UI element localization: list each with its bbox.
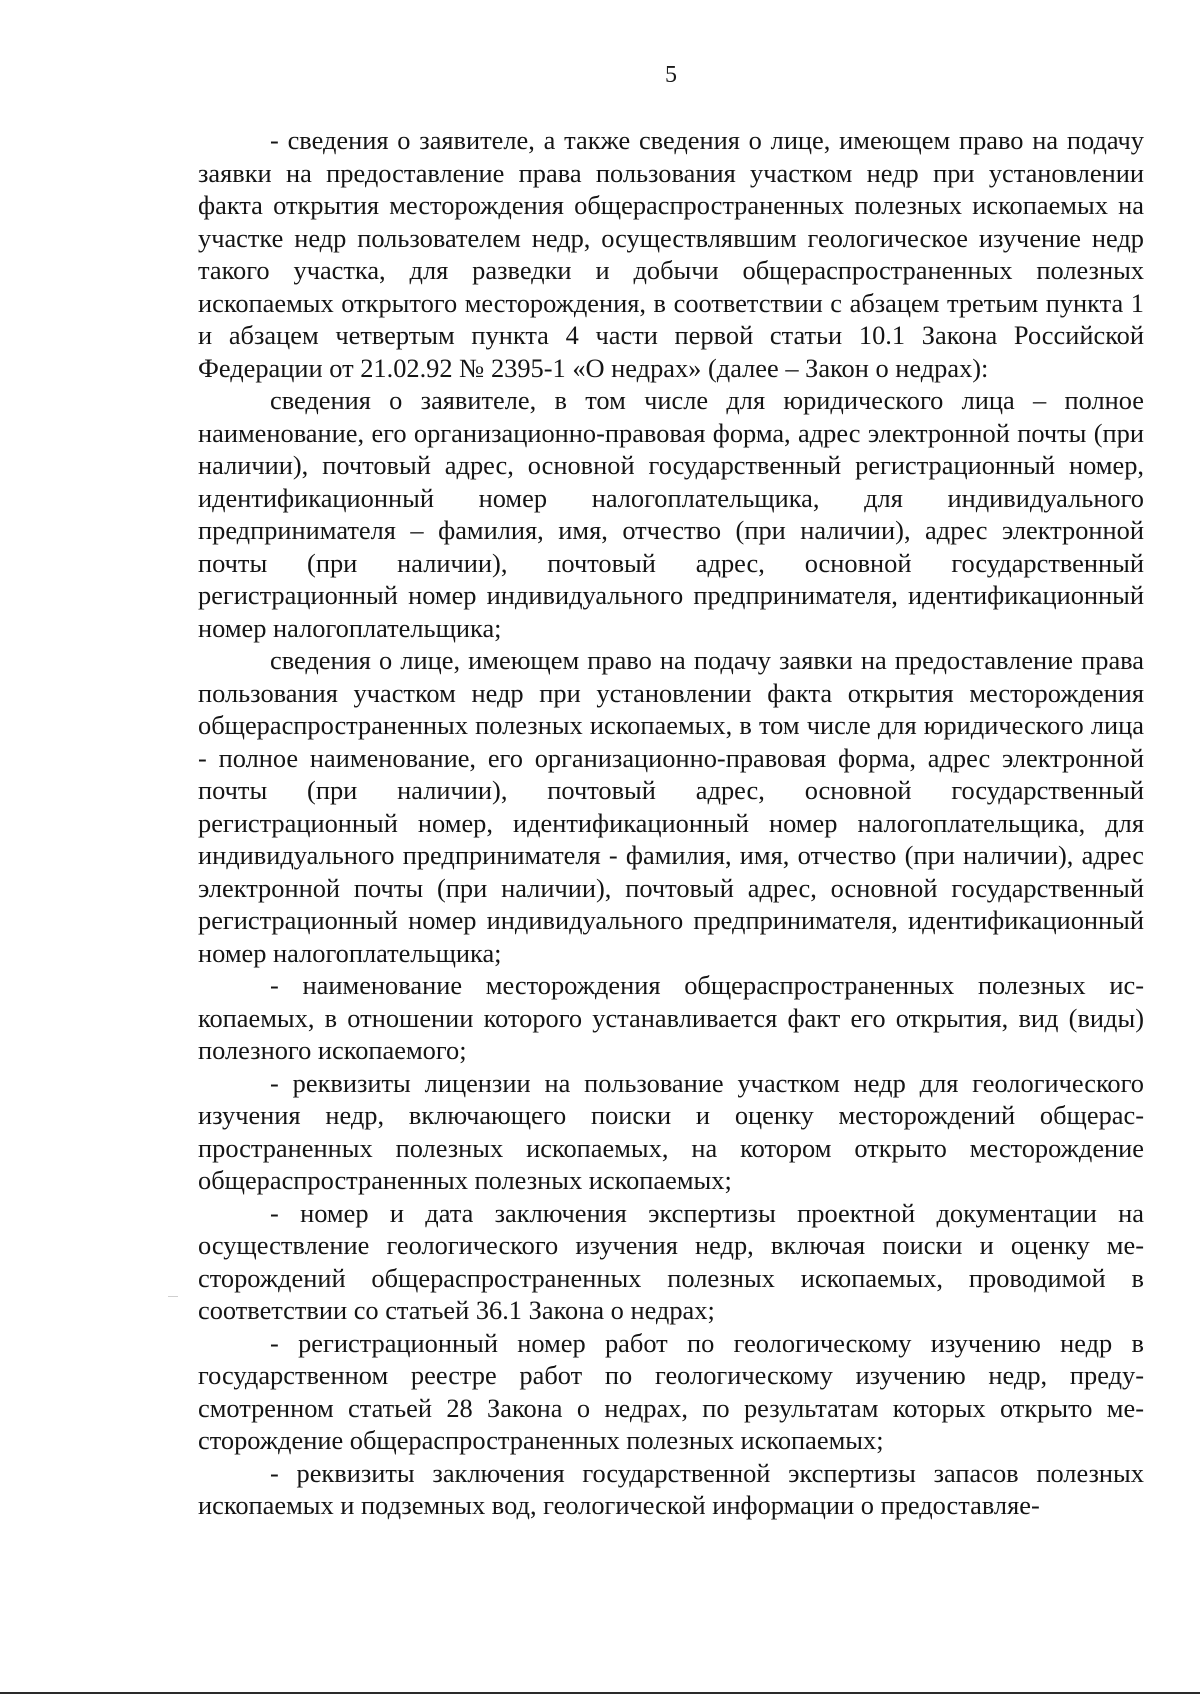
page-bottom-edge [0, 1692, 1200, 1694]
paragraph-entitled-person-details: сведения о лице, имеющем право на подачу заявки на предоставление права пользования участком недр при установлении факта открытия месторождения общераспространенных полезных ископаемых, в том числе для юридического лица - полное наименование, его организационно-правовая форма, адрес электронной почты (при наличии), почтовый адрес, основной государственный регистрационный номер, идентификационный номер налогоплательщика, для индивидуального предпринимателя - фамилия, имя, отчество (при наличии), адрес электронной почты (при наличии), почтовый адрес, основной государственный регистрационный номер индивидуального предпринимателя, идентификационный номер налогоплательщика; [198, 645, 1144, 968]
paragraph-deposit-name: - наименование месторождения общераспространенных полезных ископаемых, в отношении которого устанавливается факт его открытия, вид (виды) полезного ископаемого; [198, 970, 1144, 1065]
paragraph-expertise-conclusion: - номер и дата заключения экспертизы проектной документации на осуществление геологического изучения недр, включая поиски и оценку месторождений общераспространенных полезных ископаемых, проводимой в соответствии со статьей 36.1 Закона о недрах; [198, 1197, 1144, 1325]
paragraph-state-expertise: - реквизиты заключения государственной экспертизы запасов полезных ископаемых и подземных вод, геологической информации о предоставляе- [198, 1457, 1144, 1520]
document-body [198, 124, 1144, 1522]
paragraph-applicant-info: - сведения о заявителе, а также сведения о лице, имеющем право на подачу заявки на предоставление права пользования участком недр при установлении факта открытия месторождения общераспространенных полезных ископаемых на участке недр пользователем недр, осуществлявшим геологическое изучение недр такого участка, для разведки и добычи общераспространенных полезных ископаемых открытого месторождения, в соответствии с абзацем третьим пункта 1 и абзацем четвертым пункта 4 части первой статьи 10.1 Закона Российской Федерации от 21.02.92 № 2395-1 «О недрах» (далее – Закон о недрах): [198, 125, 1144, 383]
page-number: 5 [665, 62, 677, 88]
paragraph-license-details: - реквизиты лицензии на пользование участком недр для геологического изучения недр, включающего поиски и оценку месторождений общераспространенных полезных ископаемых, на котором открыто месторождение общераспространенных полезных ископаемых; [198, 1067, 1144, 1195]
paragraph-applicant-details: сведения о заявителе, в том числе для юридического лица – полное наименование, его организационно-правовая форма, адрес электронной почты (при наличии), почтовый адрес, основной государственный регистрационный номер, идентификационный номер налогоплательщика, для индивидуального предпринимателя – фамилия, имя, отчество (при наличии), адрес электронной почты (при наличии), почтовый адрес, основной государственный регистрационный номер индивидуального предпринимателя, идентификационный номер налогоплательщика; [198, 385, 1144, 643]
scan-artifact [168, 1296, 178, 1297]
paragraph-registration-number: - регистрационный номер работ по геологическому изучению недр в государственном реестре работ по геологическому изучению недр, предусмотренном статьей 28 Закона о недрах, по результатам которых открыто месторождение общераспространенных полезных ископаемых; [198, 1327, 1144, 1455]
